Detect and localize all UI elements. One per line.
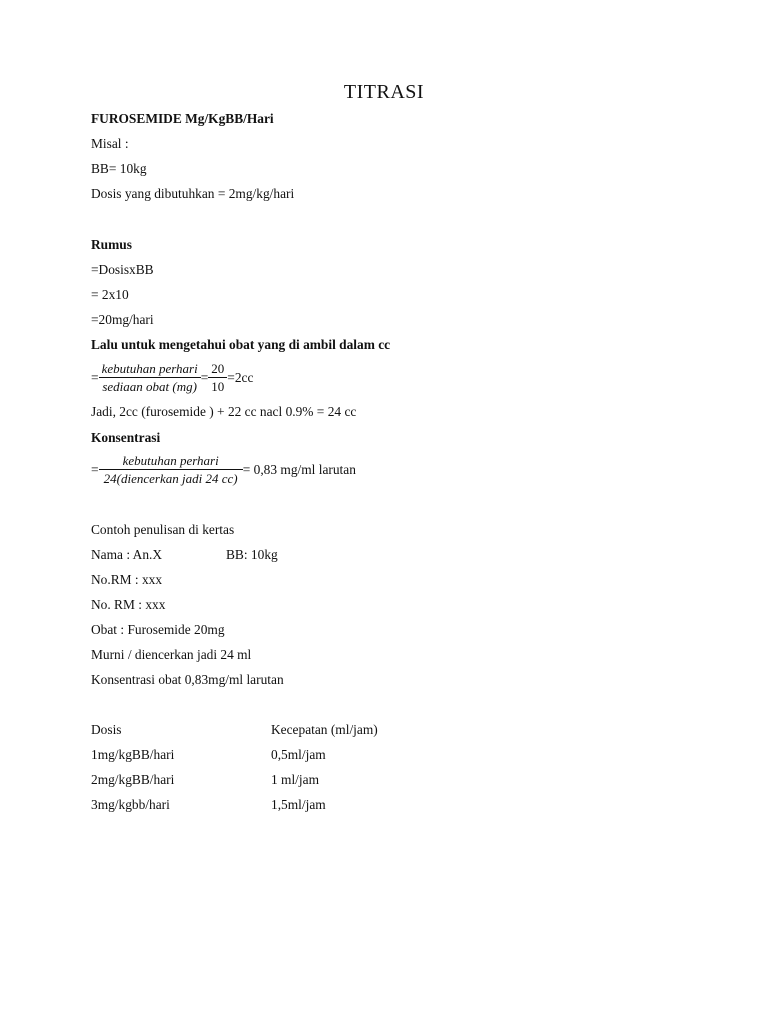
drug-line: Obat : Furosemide 20mg: [91, 622, 225, 637]
table-header-kecepatan: Kecepatan (ml/jam): [271, 722, 378, 737]
konsentrasi-eq-prefix: =: [91, 461, 99, 477]
cc-frac2-numerator: 20: [208, 361, 227, 378]
table-cell-dose: 1mg/kgBB/hari: [91, 747, 175, 762]
table-cell-rate: 1 ml/jam: [271, 772, 319, 787]
cc-equation: [91, 361, 253, 394]
konsentrasi-heading: Konsentrasi: [91, 430, 161, 445]
rumus-line-3: =20mg/hari: [91, 312, 154, 327]
table-cell-rate: 1,5ml/jam: [271, 797, 326, 812]
page-title: TITRASI: [343, 81, 425, 103]
cc-eq-result: =2cc: [227, 369, 254, 385]
patient-bb: BB: 10kg: [226, 547, 278, 562]
konsentrasi-denominator: 24(diencerkan jadi 24 cc): [103, 471, 238, 486]
cc-frac1-denominator: sediaan obat (mg): [102, 379, 197, 394]
table-header-dosis: Dosis: [91, 722, 122, 737]
concentration-line: Konsentrasi obat 0,83mg/ml larutan: [91, 672, 284, 687]
cc-heading: Lalu untuk mengetahui obat yang di ambil dalam cc: [91, 337, 391, 352]
required-dose-line: Dosis yang dibutuhkan = 2mg/kg/hari: [91, 186, 295, 201]
rumus-heading: Rumus: [91, 237, 132, 252]
jadi-line: Jadi, 2cc (furosemide ) + 22 cc nacl 0.9% = 24 cc: [91, 404, 357, 419]
table-cell-dose: 2mg/kgBB/hari: [91, 772, 175, 787]
cc-frac1-numerator: kebutuhan perhari: [99, 361, 201, 378]
table-cell-dose: 3mg/kgbb/hari: [91, 797, 170, 812]
rumus-line-1: =DosisxBB: [91, 262, 154, 277]
cc-frac2-denominator: 10: [211, 379, 225, 394]
medical-record-2: No. RM : xxx: [91, 597, 166, 612]
dilution-line: Murni / diencerkan jadi 24 ml: [91, 647, 252, 662]
konsentrasi-eq-result: = 0,83 mg/ml larutan: [242, 461, 356, 477]
rumus-line-2: = 2x10: [91, 287, 129, 302]
cc-eq-mid: =: [200, 369, 209, 385]
patient-name: Nama : An.X: [91, 547, 163, 562]
heading-furosemide: FUROSEMIDE Mg/KgBB/Hari: [91, 111, 274, 126]
konsentrasi-equation: [91, 453, 356, 486]
cc-eq-prefix: =: [91, 369, 99, 385]
medical-record-1: No.RM : xxx: [91, 572, 163, 587]
contoh-heading: Contoh penulisan di kertas: [91, 522, 235, 537]
misal-label: Misal :: [91, 136, 129, 151]
body-weight-line: BB= 10kg: [91, 161, 147, 176]
cc-fraction-1: [99, 361, 201, 394]
cc-fraction-2: [208, 361, 227, 394]
konsentrasi-fraction: [99, 453, 243, 486]
konsentrasi-numerator: kebutuhan perhari: [99, 453, 243, 470]
table-cell-rate: 0,5ml/jam: [271, 747, 326, 762]
